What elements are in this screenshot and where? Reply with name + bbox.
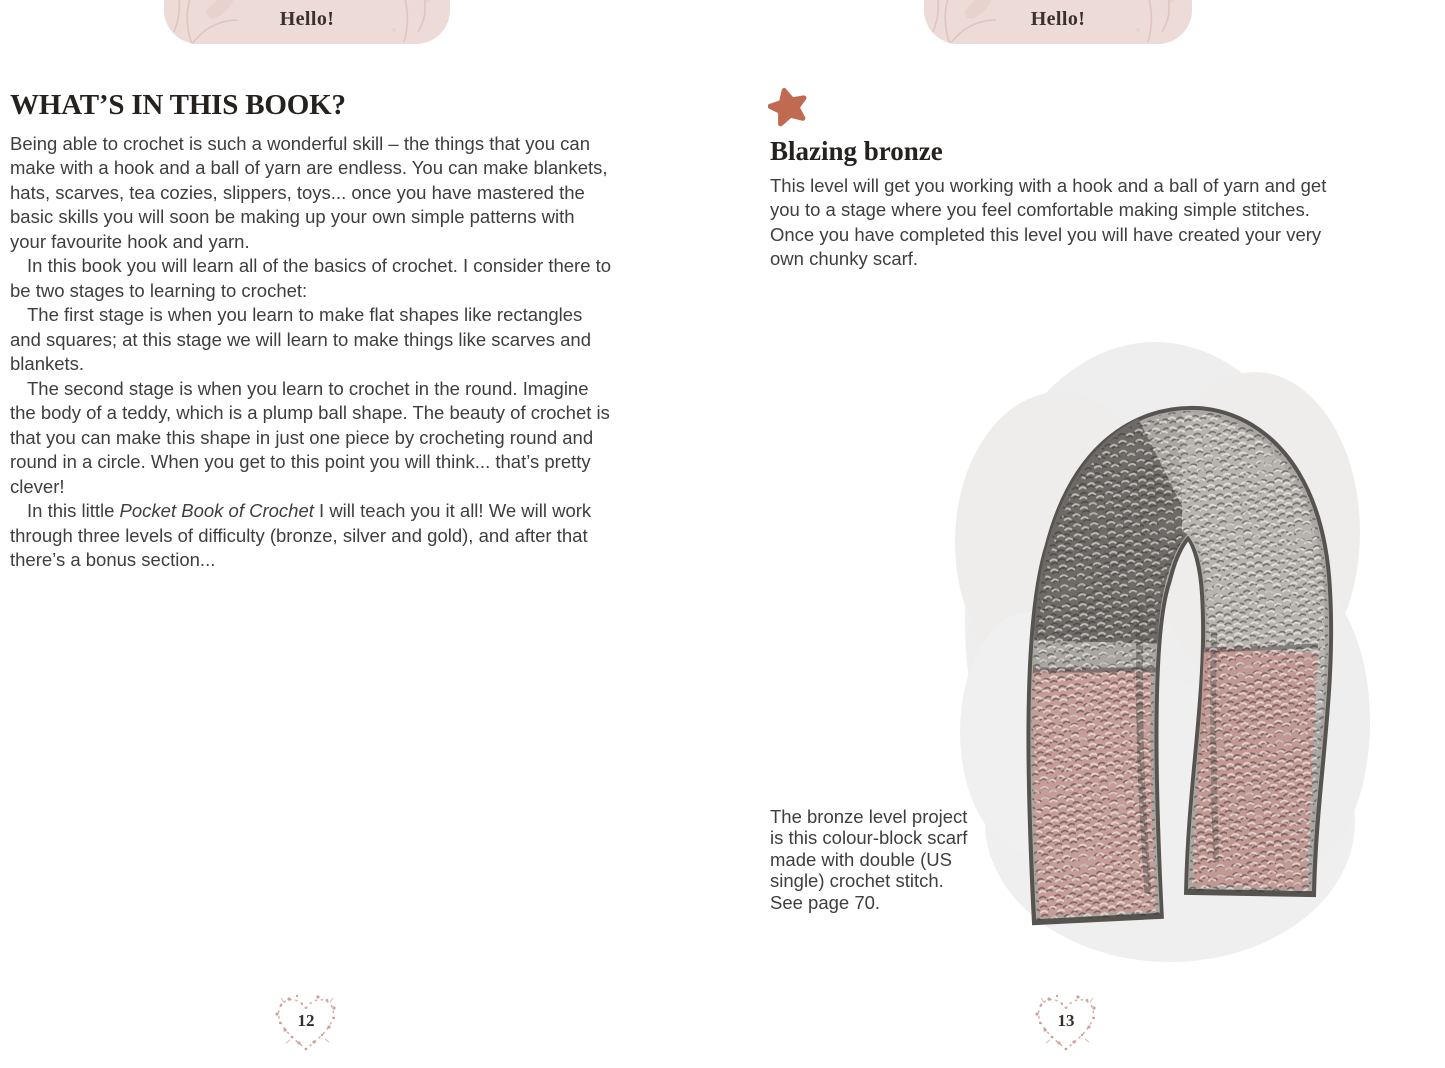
page-number-right	[1030, 992, 1102, 1060]
body-paragraph: The second stage is when you learn to crochet in the round. Imagine the body of a teddy, which is a plump ball shape. The beauty of crochet is that you can make this shape in just one piece by crocheting round and round in a circle. When you get to this point you will think... that’s pretty clever!	[10, 377, 610, 497]
hello-tab-left	[164, 0, 450, 44]
scarf-illustration	[920, 302, 1385, 984]
text-run: In this little	[27, 500, 120, 522]
illustration-caption: The bronze level project is this colour-block scarf made with double (US single) crochet stitch. See page 70.	[770, 806, 968, 913]
book-title-italic: Pocket Book of Crochet	[119, 500, 314, 522]
body-paragraph: In this book you will learn all of the basics of crochet. I consider there to be two stages to learning to crochet:	[10, 255, 612, 301]
body-paragraph: The first stage is when you learn to make flat shapes like rectangles and squares; at this stage we will learn to make things like scarves and blankets.	[10, 304, 591, 375]
hello-tab-label: Hello!	[1030, 8, 1086, 30]
bronze-star-icon	[768, 86, 1356, 133]
page-title: WHAT’S IN THIS BOOK?	[10, 89, 346, 121]
body-paragraph: Being able to crochet is such a wonderful skill – the things that you can make with a hook and a ball of yarn are endless. You can make blankets, hats, scarves, tea cozies, slippers, toys... once you have mastered the basic skills you will soon be making up your own simple patterns with your favourite hook and yarn.	[10, 132, 608, 252]
body-paragraph: This level will get you working with a hook and a ball of yarn and get you to a stage where you feel comfortable making simple stitches. Once you have completed this level you will have created your very own chunky scarf.	[770, 174, 1327, 270]
page-number-left	[270, 992, 342, 1060]
hello-tab-label: Hello!	[279, 8, 335, 30]
hello-tab-right	[924, 0, 1192, 44]
text-run: I will teach you it all! We will work through three levels of difficulty (bronze, silver and gold), and after that there’s a bonus section...	[10, 500, 592, 571]
page-number-label: 13	[1057, 1011, 1075, 1030]
left-column	[10, 90, 614, 573]
section-title: Blazing bronze	[770, 136, 943, 166]
body-paragraph	[10, 499, 614, 573]
scarf-sketch-icon	[920, 302, 1385, 984]
right-column	[770, 86, 1356, 272]
page-number-label: 12	[297, 1011, 315, 1030]
